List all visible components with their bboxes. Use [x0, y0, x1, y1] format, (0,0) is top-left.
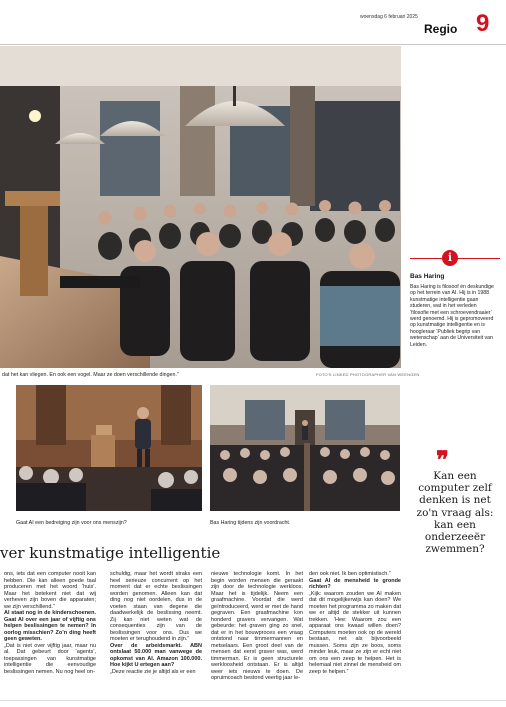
body-paragraph: nieuwe technologie komt. In het begin worden mensen die geraakt zijn door de technologie werkloos. Maar het is tijdelijk. Neem een graafmachine. Voordat die werd geïntroduceerd, werd er met de hand gegraven. Een graafmachine kon honderd gravers vervangen. Wat gebeurde: het graven ging zo snel, dat er in het bouwproces een vraag ontstond naar timmermannen en metselaars. Een groot deel van de mensen dat eerst graver was, werd timmerman. Er is geen structurele werkloosheid ontstaan. Er is altijd weer iets nieuws te doen. De opruimcoach bestond veertig jaar le-: [211, 571, 303, 681]
pull-quote: Kan een computer zelf denken is net zo'n vraag als: kan een onderzeeër zwemmen?: [416, 470, 494, 556]
body-paragraph: „Kijk: waarom zouden we AI maken dat dit mogelijkerwijs kan doen? We moeten het programma zo maken dat we er altijd de stekker uit kunnen trekken. ‘Hee: Waarom zou een apparaat ons kwaad willen doen? Computers moeten ook op de wereld bestaan, net als bijvoorbeeld mussen. Soms zijn ze boos, soms minder leuk, maar ze zijn er echt niet om ons een zeep te helpen. Het is helemaal niet zinnel de mensheid om zeep te helpen.”: [309, 590, 401, 675]
main-photo: [0, 46, 401, 368]
body-paragraph: den ook niet. Ik ben optimistisch.”: [309, 571, 391, 577]
body-column-4: [309, 571, 401, 675]
body-column-3: [211, 571, 303, 682]
body-paragraph: „Dat is niet over vijftig jaar, maar nu al. Dat gebeurt door ‘agents’, toepassingen van kunstmatige intelligentie die eenvoudige beslissingen nemen. Nu nog heel on-: [4, 642, 96, 675]
body-column-2: [110, 571, 202, 675]
footer-divider: [0, 700, 506, 701]
info-body: Bas Haring is filosoof én deskundige op het terrein van AI. Hij is in 1988 kunstmatige intelligentie gaan studeren, wat in het verleden ‘filosofie met een schroevendraaier’ werd genoemd. Hij is gepromoveerd op kunstmatige intelligentie en is hoogleraar ‘Publiek begrip van wetenschap’ aan de Universiteit van Leiden.: [410, 284, 494, 348]
article-headline: ver kunstmatige intelligentie: [0, 544, 221, 562]
body-paragraph: schuldig, maar het wordt straks een heel serieuze concurrent op het moment dat er echte beslissingen worden genomen. Alleen kan dat ding nog niet oordelen, dus in de voeten staan van degene die daadwerkelijk de beslissing neemt. Zij kan niet weten wat de consequenties zijn van de beslissingen voor ons. Dus we moeten er terughoudend in zijn.”: [110, 571, 202, 642]
speaker-photo: [16, 385, 202, 511]
page-number: 9: [476, 10, 490, 37]
speaker-photo-caption: Gaat AI een bedreiging zijn voor ons menszijn?: [16, 520, 127, 526]
body-paragraph: ons, iets dat een computer nooit kan hebben. Die kan alleen goede taal produceren met het woord ‘huis’. Maar het betekent niet dat wij verheven zijn boven die apparaten; we zijn verschillend.”: [4, 571, 96, 610]
main-photo-caption: dat het kan vliegen. En ook een vogel. Maar ze doen verschillende dingen.”: [2, 372, 179, 378]
section-title: Regio: [424, 22, 458, 36]
header-divider: [0, 44, 506, 45]
header-date: woensdag 6 februari 2025: [360, 14, 418, 20]
quote-mark-icon: ❞: [436, 445, 449, 474]
body-paragraph: „Deze reactie zie je altijd als er een: [110, 668, 196, 675]
photo-credit: FOTO'S LINKED PHOTOGRAPHER VAN WEENGEN: [316, 372, 420, 377]
body-column-1: [4, 571, 96, 675]
question-paragraph: Over de arbeidsmarkt. ABN ontslaat 50.000 man vanwege de opkomst van AI. Amazon 100.000. Hoe kijkt U ertegen aan?: [110, 642, 202, 668]
info-icon: i: [442, 250, 458, 266]
info-title: Bas Haring: [410, 273, 445, 280]
question-paragraph: Gaat AI de mensheid te gronde richten?: [309, 577, 401, 590]
hall-photo-caption: Bas Haring tijdens zijn voordracht.: [210, 520, 291, 526]
question-paragraph: AI staat nog in de kinderschoenen. Gaat AI over een jaar of vijftig ons helpen beslissingen te nemen? In oorlog misschien? Zo’n ding heeft geen geweten.: [4, 610, 96, 642]
hall-photo: [210, 385, 400, 511]
